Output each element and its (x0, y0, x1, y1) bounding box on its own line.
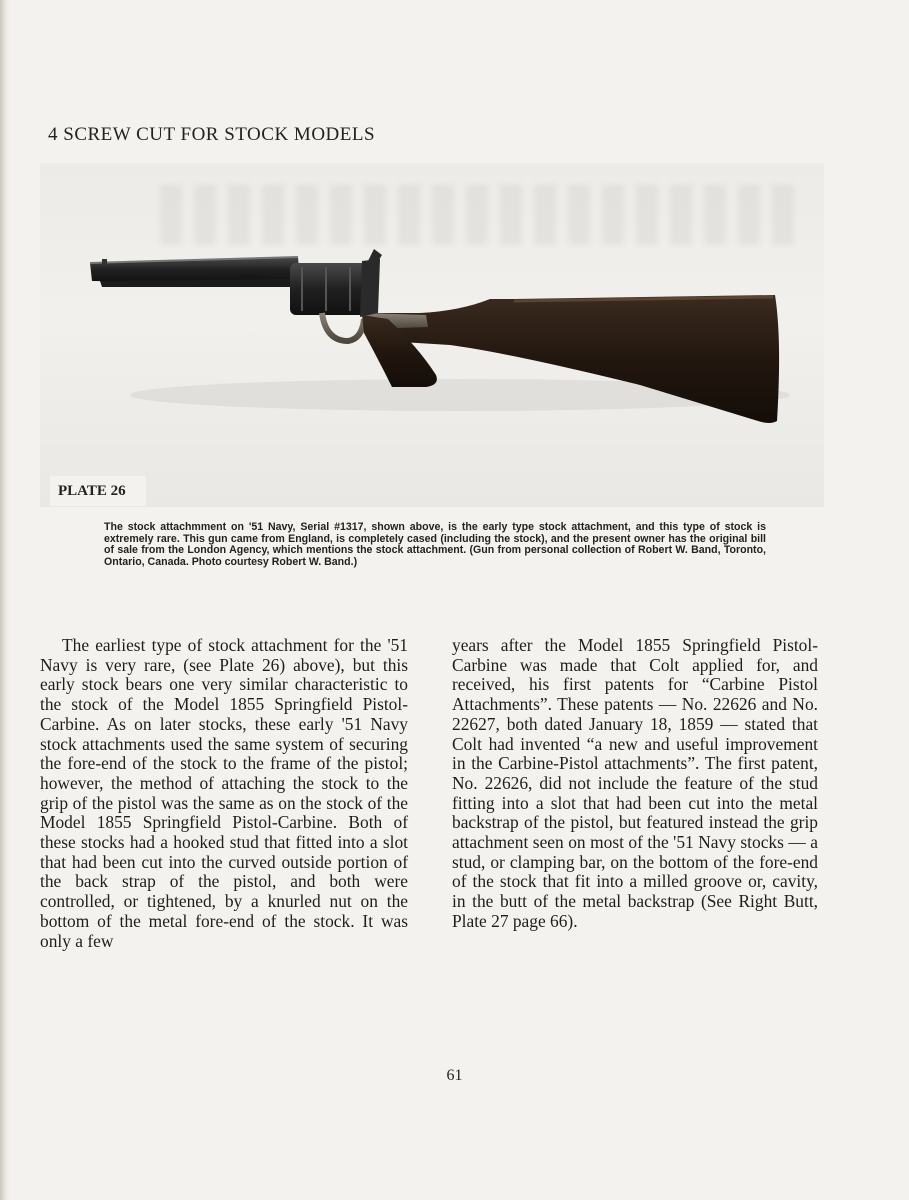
page-binding-shadow (0, 0, 10, 1200)
revolver-with-stock-illustration (40, 163, 824, 507)
section-heading: 4 SCREW CUT FOR STOCK MODELS (48, 124, 376, 145)
body-column-right (452, 636, 818, 932)
page-number: 61 (446, 1067, 463, 1084)
body-paragraph-left: The earliest type of stock attachment for the '51 Navy is very rare, (see Plate 26) above), but this early stock bears one very similar characteristic to the stock of the Model 1855 Springfield Pistol-Carbine. As on later stocks, these early '51 Navy stock attachments used the same system of securing the fore-end of the stock to the frame of the pistol; however, the method of attaching the stock to the grip of the pistol was the same as on the stock of the Model 1855 Springfield Pistol-Carbine. Both of these stocks had a hooked stud that fitted into a slot that had been cut into the curved outside portion of the back strap of the pistol, and both were controlled, or tightened, by a knurled nut on the bottom of the metal fore-end of the stock. It was only a few (40, 635, 408, 951)
body-column-left (40, 636, 408, 951)
body-paragraph-right: years after the Model 1855 Springfield Pistol-Carbine was made that Colt applied for, and received, his first patents for “Carbine Pistol Attachments”. These patents — No. 22626 and No. 22627, both dated January 18, 1859 — stated that Colt had invented “a new and useful improvement in the Carbine-Pistol attachments”. The first patent, No. 22626, did not include the feature of the stud fitting into a slot that had been cut into the metal backstrap of the pistol, but featured instead the grip attachment seen on most of the '51 Navy stocks — a stud, or clamping bar, on the bottom of the fore-end of the stock that fit into a milled groove or, cavity, in the butt of the metal backstrap (See Right Butt, Plate 27 page 66). (452, 635, 818, 931)
plate-caption: The stock attachmment on '51 Navy, Serial #1317, shown above, is the early type stock attachment, and this type of stock is extremely rare. This gun came from England, is completely cased (including the stock), and the present owner has the original bill of sale from the London Agency, which mentions the stock attachment. (Gun from personal collection of Robert W. Band, Toronto, Ontario, Canada. Photo courtesy Robert W. Band.) (104, 521, 766, 568)
plate-label: PLATE 26 (50, 476, 146, 506)
plate-photograph (40, 163, 824, 507)
